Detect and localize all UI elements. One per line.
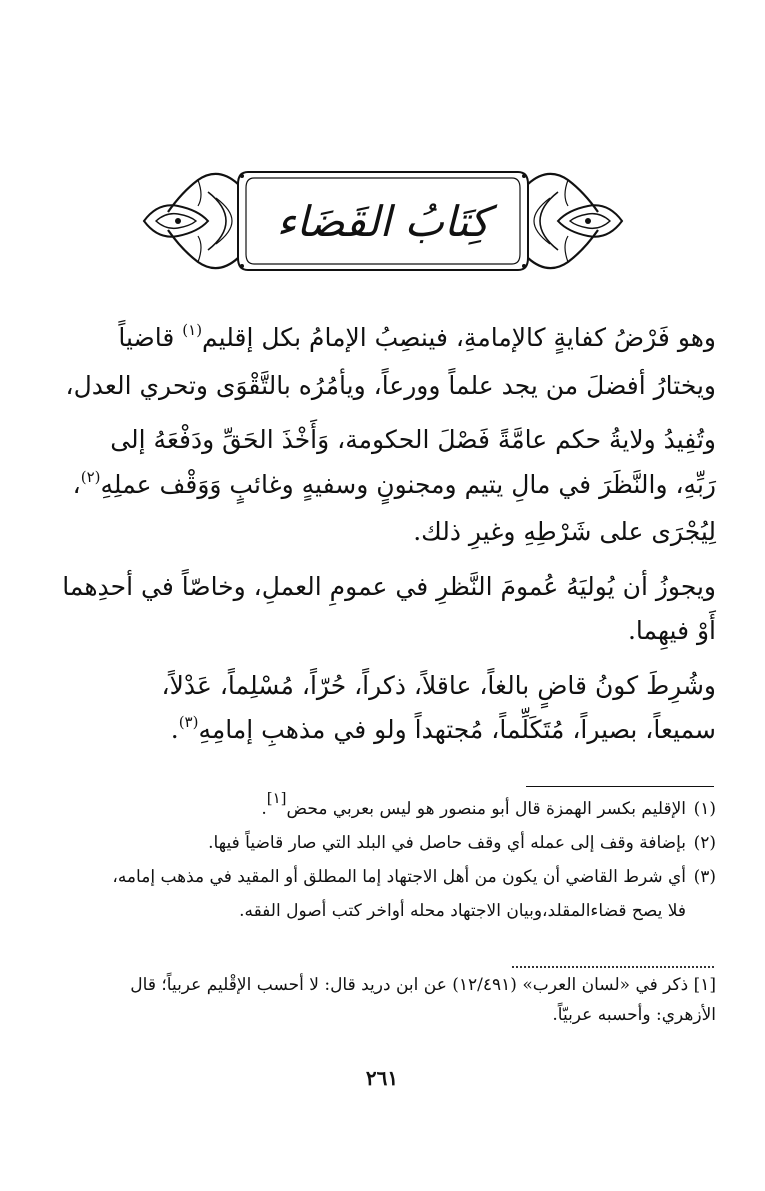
- line-text: أَوْ فيهِما.: [627, 616, 716, 645]
- footnote: [54, 792, 716, 826]
- main-text: [54, 316, 716, 766]
- text-line: [54, 316, 716, 364]
- text-line: [54, 418, 716, 463]
- footnote-number: (٣): [693, 867, 716, 887]
- line-text: وشُرِطَ كونُ قاضٍ بالغاً، عاقلاً، ذكراً، حُرّاً، مُسْلِماً، عَدْلاً،: [161, 670, 716, 700]
- footnote-number: (١): [693, 799, 716, 819]
- page-number: ٢٦١: [365, 1066, 399, 1090]
- line-text: لِيُجْرَى على شَرْطِهِ وغيرِ ذلك.: [413, 517, 716, 546]
- line-text: ويختارُ أفضلَ من يجد علماً وورعاً، ويأمُرُه بالتَّقْوَى وتحري العدل،: [65, 370, 716, 400]
- footnote: [54, 860, 716, 894]
- paragraph: [54, 418, 716, 555]
- line-tail: .: [170, 715, 179, 744]
- paragraph: [54, 316, 716, 408]
- footnote-tail: .: [261, 799, 267, 819]
- paragraph: [54, 565, 716, 654]
- footnotes: [54, 792, 716, 928]
- text-line: [54, 664, 716, 709]
- line-text: وهو فَرْضُ كفايةٍ كالإمامةِ، فينصِبُ الإمامُ بكل إقليم: [202, 323, 716, 352]
- footnote-separator: [526, 786, 714, 787]
- text-line: [54, 510, 716, 555]
- line-text: رَبِّهِ، والنَّظَرَ في مالِ يتيم ومجنونٍ وسفيهٍ وغائبٍ وَوَقْف عملِهِ: [100, 469, 716, 499]
- line-text: وتُفِيدُ ولايةُ حكم عامَّةً فَصْلَ الحكومة، وَأَخْذَ الحَقِّ ودَفْعَهُ إلى: [110, 425, 716, 454]
- editor-note-reference: [١]: [266, 792, 287, 807]
- footnote-text: بإضافة وقف إلى عمله أي وقف حاصل في البلد التي صار قاضياً فيها.: [208, 833, 686, 853]
- footnote-number: (٢): [693, 833, 716, 853]
- text-line: [54, 609, 716, 654]
- line-tail: قاضياً: [118, 323, 183, 352]
- footnote: [54, 826, 716, 860]
- text-line: [54, 708, 716, 756]
- text-line: [54, 364, 716, 409]
- paragraph: [54, 664, 716, 756]
- editor-notes: [54, 970, 716, 1030]
- footnote: [54, 894, 716, 928]
- text-line: [54, 463, 716, 511]
- line-tail: ،: [72, 469, 81, 499]
- line-text: سميعاً، بصيراً، مُتَكَلِّماً، مُجتهداً ولو في مذهبِ إمامِهِ: [198, 715, 716, 744]
- editor-note-line: الأزهري: وأحسبه عربيّاً.: [552, 1005, 716, 1025]
- footnote-text: الإقليم بكسر الهمزة قال أبو منصور هو ليس بعربي محض: [286, 799, 686, 819]
- footnote-reference: (١): [182, 321, 203, 339]
- footnote-reference: (٣): [178, 713, 199, 731]
- editor-note-separator: [512, 966, 714, 968]
- text-line: [54, 565, 716, 610]
- footnote-text: أي شرط القاضي أن يكون من أهل الاجتهاد إما المطلق أو المقيد في مذهب إمامه،: [112, 867, 686, 887]
- editor-note-line: [١] ذكر في «لسان العرب» (١٢/٤٩١) عن ابن دريد قال: لا أحسب الإقْليم عربياً؛ قال: [130, 975, 716, 995]
- chapter-title-banner: [138, 162, 628, 280]
- line-text: ويجوزُ أن يُوليَهُ عُمومَ النَّظرِ في عمومِ العملِ، وخاصّاً في أحدِهما: [62, 571, 716, 601]
- footnote-reference: (٢): [80, 467, 101, 486]
- chapter-title: كِتَابُ القَضَاء: [276, 196, 490, 246]
- footnote-text: فلا يصح قضاءالمقلد،وبيان الاجتهاد محله أواخر كتب أصول الفقه.: [239, 901, 686, 921]
